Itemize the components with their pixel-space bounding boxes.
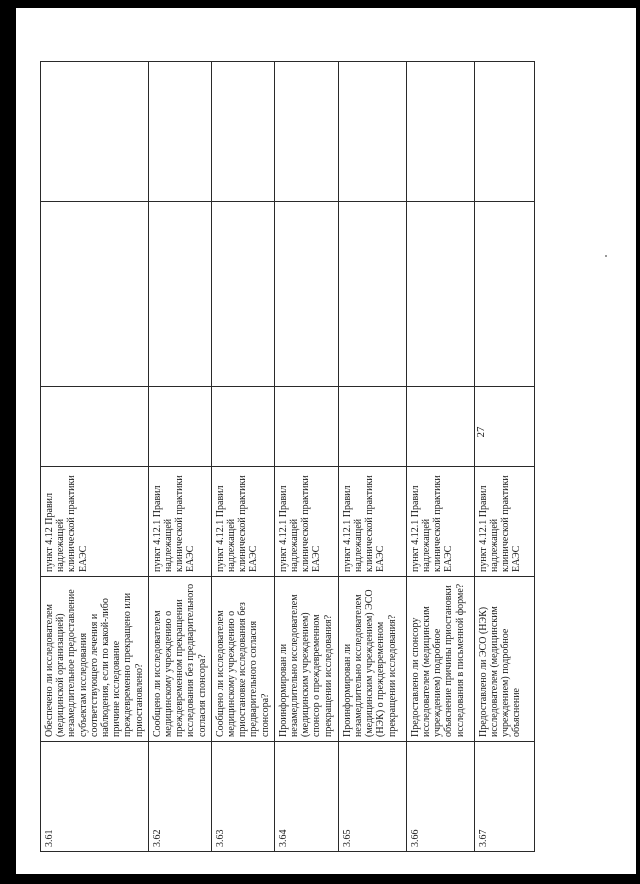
empty-cell — [211, 62, 274, 202]
row-question: Предоставлено ли спонсору исследователем (медицинским учреждением) подробное объяснение причины приостановки исследования в письменной форме? — [406, 577, 474, 742]
empty-cell — [211, 387, 274, 467]
row-question: Обеспечено ли исследователем (медицинской организацией) незамедлительное предоставление субъектам исследования соответствующего лечения и наблюдения, если по какой-либо причине исследование преждевременно прекращено или приостановлено? — [41, 577, 149, 742]
row-reference: пункт 4.12.1 Правил надлежащей клинической практики ЕАЭС — [148, 467, 211, 577]
table-row — [148, 62, 211, 852]
empty-cell — [148, 387, 211, 467]
row-number: 3.64 — [274, 742, 338, 852]
row-number: 3.62 — [148, 742, 211, 852]
empty-cell — [406, 202, 474, 387]
scan-border-tick — [16, 0, 28, 3]
table-row — [211, 62, 274, 852]
checklist-table — [40, 61, 535, 852]
row-reference: пункт 4.12.1 Правил надлежащей клинической практики ЕАЭС — [211, 467, 274, 577]
row-question: Сообщено ли исследователем медицинскому учреждению о преждевременном прекращении исследования без предварительного согласия спонсора? — [148, 577, 211, 742]
scan-border-top — [0, 0, 640, 8]
empty-cell — [406, 62, 474, 202]
empty-cell — [474, 62, 534, 202]
scan-border-bottom — [0, 874, 640, 884]
page-number: 27 — [475, 426, 487, 438]
empty-cell — [338, 62, 406, 202]
empty-cell — [211, 202, 274, 387]
empty-cell — [148, 62, 211, 202]
empty-cell — [338, 387, 406, 467]
row-question: Проинформирован ли незамедлительно исследователем (медицинским учреждением) ЭСО (НЭК) о преждевременном прекращении исследования? — [338, 577, 406, 742]
row-question: Предоставлено ли ЭСО (НЭК) исследователем (медицинским учреждением) подробное объяснение — [474, 577, 534, 742]
empty-cell — [274, 62, 338, 202]
empty-cell — [148, 202, 211, 387]
row-number: 3.66 — [406, 742, 474, 852]
rotated-page — [40, 32, 600, 852]
row-reference: пункт 4.12.1 Правил надлежащей клинической практики ЕАЭС — [474, 467, 534, 577]
empty-cell — [474, 202, 534, 387]
empty-cell — [406, 387, 474, 467]
row-number: 3.63 — [211, 742, 274, 852]
table-row — [41, 62, 149, 852]
row-number: 3.61 — [41, 742, 149, 852]
empty-cell — [41, 387, 149, 467]
row-reference: пункт 4.12.1 Правил надлежащей клинической практики ЕАЭС — [274, 467, 338, 577]
empty-cell — [274, 387, 338, 467]
table-row — [474, 62, 534, 852]
empty-cell — [41, 62, 149, 202]
empty-cell — [41, 202, 149, 387]
row-reference: пункт 4.12.1 Правил надлежащей клинической практики ЕАЭС — [406, 467, 474, 577]
row-reference: пункт 4.12 Правил надлежащей клинической практики ЕАЭС — [41, 467, 149, 577]
empty-cell — [338, 202, 406, 387]
table-row — [274, 62, 338, 852]
row-reference: пункт 4.12.1 Правил надлежащей клинической практики ЕАЭС — [338, 467, 406, 577]
table-row — [338, 62, 406, 852]
empty-cell — [274, 202, 338, 387]
row-question: Проинформирован ли незамедлительно исследователем (медицинским учреждением) спонсор о преждевременном прекращении исследования? — [274, 577, 338, 742]
row-number: 3.67 — [474, 742, 534, 852]
scan-speck — [605, 255, 607, 257]
row-number: 3.65 — [338, 742, 406, 852]
scan-border-right — [636, 0, 640, 884]
scan-border-left — [0, 0, 16, 884]
row-question: Сообщено ли исследователем медицинскому учреждению о приостановке исследования без предварительного согласия спонсора? — [211, 577, 274, 742]
table-row — [406, 62, 474, 852]
